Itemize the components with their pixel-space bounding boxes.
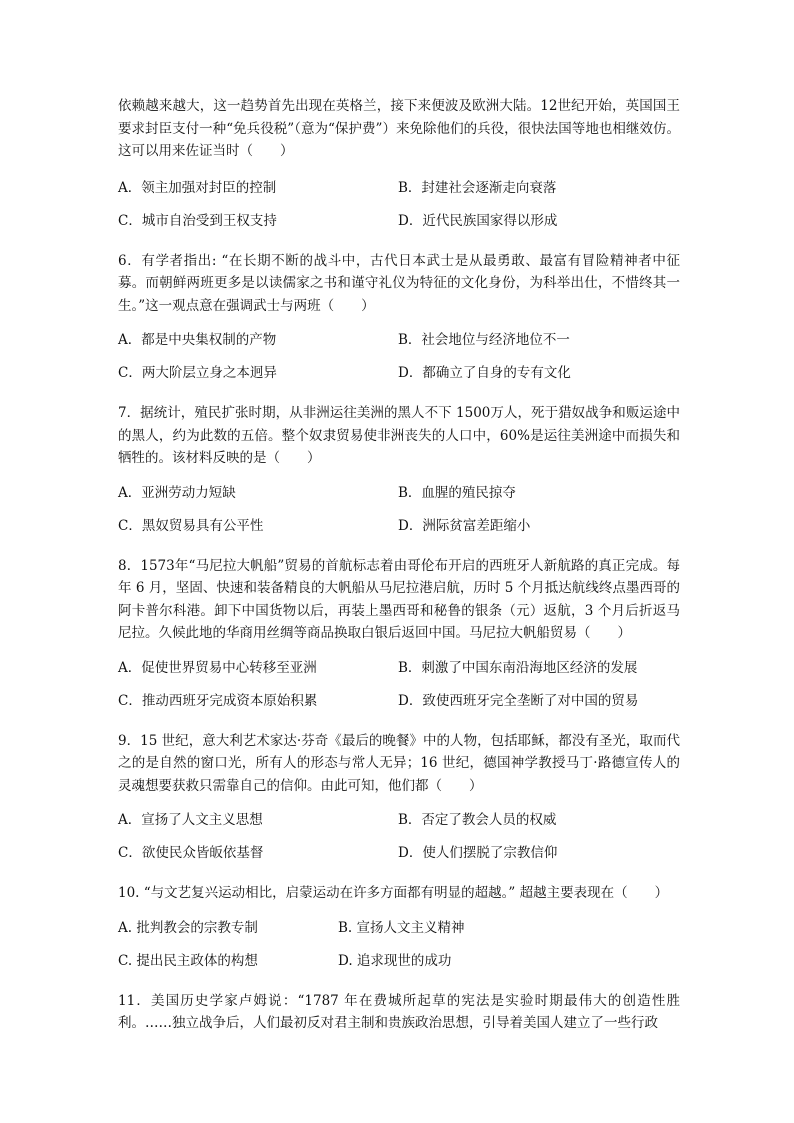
question-5-options bbox=[118, 179, 680, 230]
option-c: C. 提出民主政体的构想 bbox=[118, 952, 258, 969]
question-11 bbox=[118, 990, 680, 1035]
question-9-options bbox=[118, 811, 680, 862]
option-b: B．血腥的殖民掠夺 bbox=[398, 484, 516, 501]
option-b: B．刺激了中国东南沿海地区经济的发展 bbox=[398, 659, 638, 676]
question-7-options bbox=[118, 484, 680, 535]
question-list bbox=[118, 95, 680, 1046]
question-10-stem: 10. “与文艺复兴运动相比，启蒙运动在许多方面都有明显的超越。” 超越主要表现在（ ） bbox=[118, 885, 669, 901]
option-a: A．亚洲劳动力短缺 bbox=[118, 484, 236, 501]
option-d: D．洲际贫富差距缩小 bbox=[398, 517, 531, 534]
option-b: B．封建社会逐渐走向衰落 bbox=[398, 179, 557, 196]
question-8-stem: 8．1573年“马尼拉大帆船”贸易的首航标志着由哥伦布开启的西班牙人新航路的真正完成。每年 6 月，坚固、快速和装备精良的大帆船从马尼拉港启航，历时 5 个月抵达航线终点墨西哥的阿卡普尔科港。卸下中国货物以后，再装上墨西哥和秘鲁的银条（元）返航，3 个月后折返马尼拉。久候此地的华商用丝绸等商品换取白银后返回中国。马尼拉大帆船贸易（ ） bbox=[118, 557, 680, 641]
option-d: D. 追求现世的成功 bbox=[338, 952, 452, 969]
option-d: D．致使西班牙完全垄断了对中国的贸易 bbox=[398, 692, 639, 709]
question-6-options bbox=[118, 331, 680, 382]
question-9 bbox=[118, 730, 680, 863]
option-a: A．促使世界贸易中心转移至亚洲 bbox=[118, 659, 317, 676]
option-a: A．宣扬了人文主义思想 bbox=[118, 812, 263, 828]
question-7-stem: 7．据统计，殖民扩张时期，从非洲运往美洲的黑人不下 1500万人，死于猎奴战争和贩运途中的黑人，约为此数的五倍。整个奴隶贸易使非洲丧失的人口中，60%是运往美洲途中而损失和牺牲的。该材料反映的是（ ） bbox=[118, 405, 680, 466]
question-9-stem: 9．15 世纪，意大利艺术家达·芬奇《最后的晚餐》中的人物，包括耶稣，都没有圣光，取而代之的是自然的窗口光，所有人的形态与常人无异；16 世纪，德国神学教授马丁·路德宣传人的灵魂想要获救只需靠自己的信仰。由此可知，他们都（ ） bbox=[118, 732, 680, 794]
option-c: C．两大阶层立身之本迥异 bbox=[118, 365, 277, 381]
option-d: D．都确立了自身的专有文化 bbox=[398, 365, 571, 381]
question-7 bbox=[118, 402, 680, 535]
option-d: D．使人们摆脱了宗教信仰 bbox=[398, 845, 558, 861]
option-d: D．近代民族国家得以形成 bbox=[398, 212, 558, 229]
question-10-options bbox=[118, 919, 680, 970]
option-b: B．社会地位与经济地位不一 bbox=[398, 332, 570, 348]
question-5-stem: 依赖越来越大，这一趋势首先出现在英格兰，接下来便波及欧洲大陆。12世纪开始，英国国王要求封臣支付一种“免兵役税”（意为“保护费”）来免除他们的兵役，很快法国等地也相继效仿。这可以用来佐证当时（ ） bbox=[118, 98, 680, 159]
question-10 bbox=[118, 882, 680, 970]
option-c: C．城市自治受到王权支持 bbox=[118, 212, 277, 229]
option-c: C．黑奴贸易具有公平性 bbox=[118, 517, 264, 534]
option-c: C．推动西班牙完成资本原始积累 bbox=[118, 692, 318, 709]
question-8-options bbox=[118, 659, 680, 710]
option-c: C．欲使民众皆皈依基督 bbox=[118, 845, 264, 861]
question-5 bbox=[118, 95, 680, 230]
option-a: A. 批判教会的宗教专制 bbox=[118, 919, 258, 936]
question-8 bbox=[118, 555, 680, 710]
option-a: A．领主加强对封臣的控制 bbox=[118, 179, 277, 196]
question-11-stem: 11．美国历史学家卢姆说：“1787 年在费城所起草的宪法是实验时期最伟大的创造性胜利。……独立战争后，人们最初反对君主制和贵族政治思想，引导着美国人建立了一些行政 bbox=[118, 992, 680, 1031]
option-b: B．否定了教会人员的权威 bbox=[398, 812, 557, 828]
question-6-stem: 6．有学者指出: “在长期不断的战斗中，古代日本武士是从最勇敢、最富有冒险精神者中征募。而朝鲜两班更多是以读儒家之书和谨守礼仪为特征的文化身份，为科举出仕，不惜终其一生。”这一观点意在强调武士与两班（ ） bbox=[118, 252, 680, 314]
question-6 bbox=[118, 250, 680, 383]
option-a: A．都是中央集权制的产物 bbox=[118, 332, 277, 348]
option-b: B. 宣扬人文主义精神 bbox=[338, 919, 465, 936]
